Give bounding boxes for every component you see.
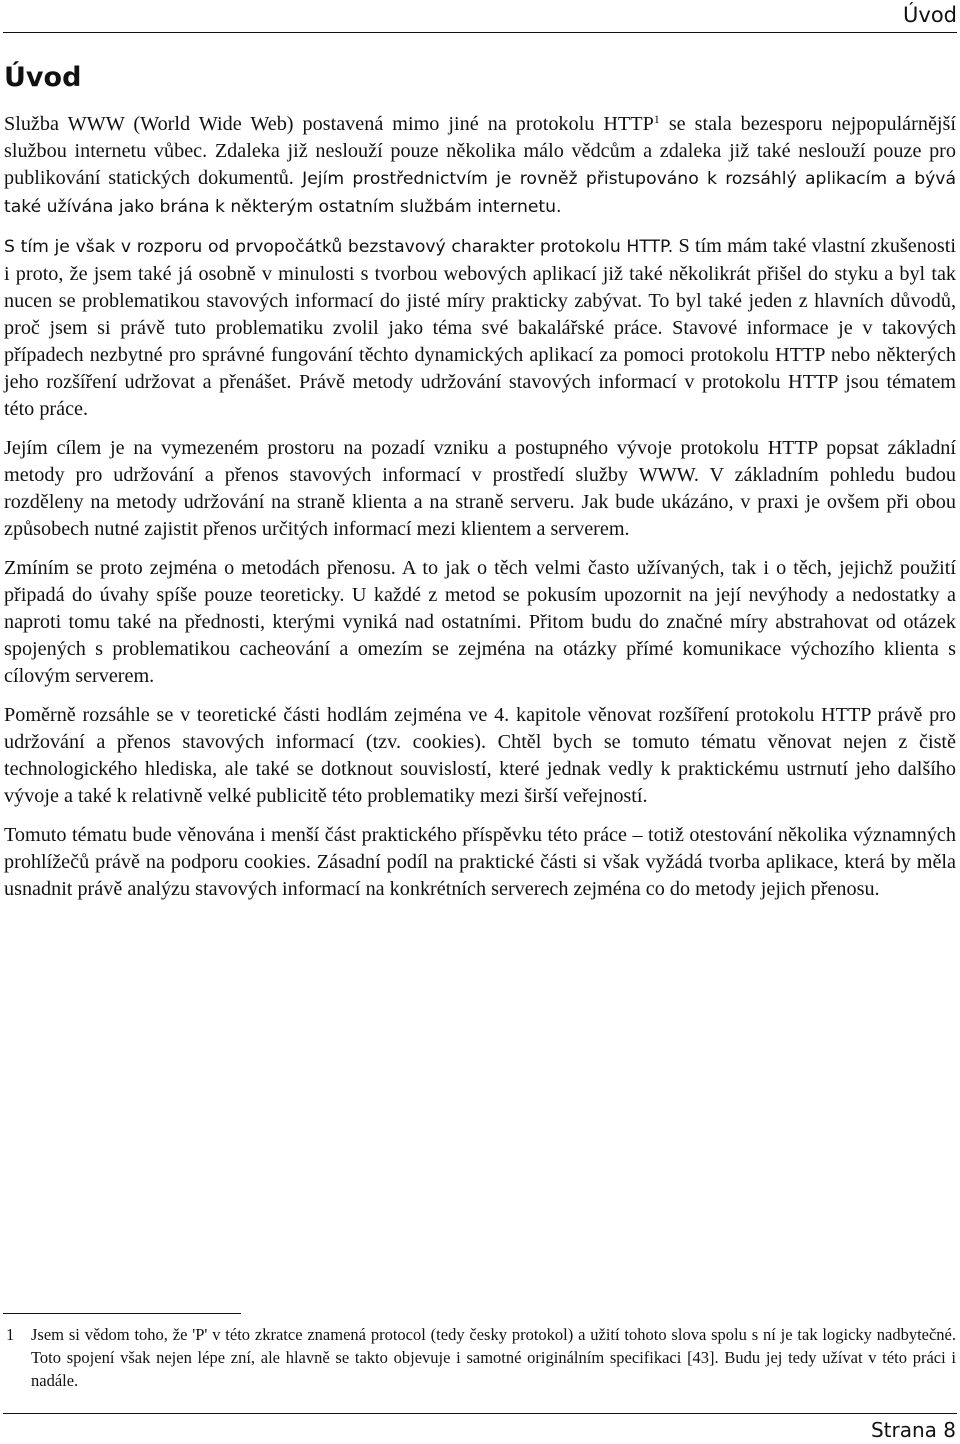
footnote-number: 1 xyxy=(6,1325,15,1344)
paragraph-1 xyxy=(4,111,956,221)
paragraph-2-sentence-4: Stavové informace je v takových případech nezbytné pro správné fungování těchto dynamických aplikací za pomoci protokolu HTTP nebo některých jeho rozšíření udržovat a přenášet. xyxy=(4,317,956,393)
paragraph-1-sentence-2: se stala bezesporu nejpopulárnější službou internetu vůbec. Zdaleka již neslouží pouze několika málo vědcům a zdaleka již také neslouží pouze pro publikování statických dokumentů. xyxy=(4,113,956,189)
paragraph-1-sentence-1: Služba WWW (World Wide Web) postavená mimo jiné na protokolu HTTP xyxy=(4,113,654,135)
running-header: Úvod xyxy=(903,3,957,27)
footnote xyxy=(4,1323,956,1392)
paragraph-2-sentence-2: S tím mám také vlastní zkušenosti i proto, že jsem také já osobně v minulosti s tvorbou webových aplikací již také několikrát přišel do styku a byl tak nucen se problematikou stavových informací do jisté míry prakticky zabývat. xyxy=(4,235,956,312)
footnote-reference: 1 xyxy=(653,112,660,126)
footer-rule xyxy=(3,1413,957,1414)
footnote-text: Jsem si vědom toho, že 'P' v této zkratce znamená protocol (tedy česky protokol) a užití tohoto slova spolu s ní je tak logicky nadbytečné. Toto spojení však nejen lépe zní, ale hlavně se takto objevuje i samotné originálním specifikaci [43]. Budu jej tedy užívat v této práci i nadále. xyxy=(31,1325,956,1390)
page-number: Strana 8 xyxy=(870,1418,956,1442)
paragraph-3: Jejím cílem je na vymezeném prostoru na pozadí vzniku a postupného vývoje protokolu HTTP popsat základní metody pro udržování a přenos stavových informací v prostředí služby WWW. V základním pohledu budou rozděleny na metody udržování na straně klienta a na straně serveru. Jak bude ukázáno, v praxi je ovšem při obou způsobech nutné zajistit přenos určitých informací mezi klientem a serverem. xyxy=(4,437,956,540)
paragraph-6: Tomuto tématu bude věnována i menší část praktického příspěvku této práce – totiž otestování několika významných prohlížečů právě na podporu cookies. Zásadní podíl na praktické části si však vyžádá tvorba aplikace, která by měla usnadnit právě analýzu stavových informací na konkrétních serverech zejména co do metody jejich přenosu. xyxy=(4,824,956,900)
body-text xyxy=(4,111,956,915)
header-rule xyxy=(3,32,957,33)
paragraph-5: Poměrně rozsáhle se v teoretické části hodlám zejména ve 4. kapitole věnovat rozšíření protokolu HTTP právě pro udržování a přenos stavových informací (tzv. cookies). Chtěl bych se tomuto tématu věnovat nejen z čistě technologického hlediska, ale také se dotknout souvislostí, které jednak vedly k praktickému ustrnutí jeho dalšího vývoje a také k relativně velké publicitě této problematiky mezi širší veřejností. xyxy=(4,704,956,807)
paragraph-2-sentence-5: Právě metody udržování stavových informací v protokolu HTTP jsou tématem této práce. xyxy=(4,371,956,420)
page-title: Úvod xyxy=(4,62,82,93)
paragraph-1-sentence-3: Jejím prostřednictvím je rovněž přistupováno k rozsáhlý aplikacím a bývá také užívána jako brána k některým ostatním službám internetu. xyxy=(4,169,956,217)
paragraph-4: Zmíním se proto zejména o metodách přenosu. A to jak o těch velmi často užívaných, tak i o těch, jejichž použití připadá do úvahy spíše pouze teoreticky. U každé z metod se pokusím upozornit na její nevýhody a nedostatky a naproti tomu také na přednosti, kterými vyniká nad ostatními. Přitom budu do značné míry abstrahovat od otázek spojených s problematikou cacheování a omezím se zejména na otázky přímé komunikace výchozího klienta s cílovým serverem. xyxy=(4,557,956,687)
footnote-separator xyxy=(3,1313,241,1314)
paragraph-2 xyxy=(4,233,956,423)
paragraph-2-sentence-3: To byl také jeden z hlavních důvodů, proč jsem si právě tuto problematiku zvolil jako téma své bakalářské práce. xyxy=(4,290,956,339)
paragraph-2-sentence-1: S tím je však v rozporu od prvopočátků bezstavový charakter protokolu HTTP. xyxy=(4,237,674,257)
